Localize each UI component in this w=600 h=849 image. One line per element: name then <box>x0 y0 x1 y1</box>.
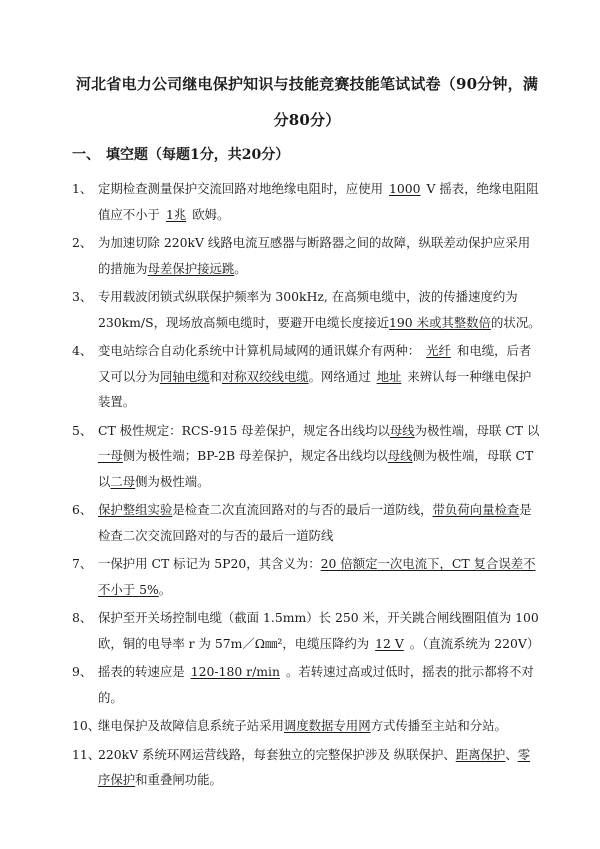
question-6 <box>72 497 542 548</box>
question-5 <box>72 418 542 495</box>
question-text: 。 <box>158 581 172 597</box>
question-text: 方式传播至主站和分站。 <box>370 718 507 733</box>
question-text: 专用载波闭锁式纵联保护频率为 300kHz, 在高频电缆中，波的传播速度约为 230km/S，现场放高频电缆时，要避开电缆长度接近 <box>98 289 518 330</box>
question-number: 9、 <box>72 664 93 679</box>
question-text: 。（直流系统为 220V） <box>409 635 540 651</box>
answer-blank: 距离保护 <box>455 746 506 762</box>
answer-blank: 二母 <box>110 473 136 489</box>
answer-blank: 母差保护接远跳 <box>147 260 235 276</box>
question-9 <box>72 659 542 710</box>
question-text: 。网络通过 <box>308 368 371 384</box>
answer-blank: 光纤 <box>426 343 451 358</box>
question-11 <box>72 742 542 793</box>
question-number: 1、 <box>72 181 93 196</box>
answer-blank: 同轴电缆 <box>159 368 210 384</box>
exam-title: 河北省电力公司继电保护知识与技能竞赛技能笔试试卷（90分钟，满分80分） <box>75 75 539 129</box>
question-number: 3、 <box>72 289 93 304</box>
question-text: CT 极性规定：RCS-915 母差保护，规定各出线均以 <box>98 422 390 438</box>
question-2 <box>72 230 542 281</box>
question-text: 和电缆，后者又可以分为 <box>98 343 532 384</box>
question-text: 侧为极性端。 <box>135 473 210 489</box>
answer-blank: 1000 <box>388 181 421 196</box>
answer-blank: 保护整组实验 <box>98 502 173 517</box>
question-text: 。若转速过高或过低时，摇表的批示都将不对的。 <box>98 664 534 705</box>
question-number: 10、 <box>72 718 101 733</box>
question-text: 220kV 系统环网运营线路，每套独立的完整保护涉及 纵联保护、 <box>98 746 456 762</box>
question-text: 、 <box>505 746 518 762</box>
question-10 <box>72 713 542 739</box>
question-4 <box>72 338 542 415</box>
question-number: 4、 <box>72 343 93 358</box>
question-number: 7、 <box>72 556 93 571</box>
section-number: 一、 <box>72 147 100 163</box>
question-text: 为极性端，母联 CT 以 <box>414 422 540 438</box>
question-text: 来辨认每一种继电保护装置。 <box>98 368 532 409</box>
question-text: 是检查二次交流回路对的与否的最后一道防线 <box>98 502 532 543</box>
question-1 <box>72 176 542 227</box>
question-8 <box>72 605 542 656</box>
question-number: 5、 <box>72 422 93 438</box>
answer-blank: 对称双绞线电缆 <box>221 368 309 384</box>
answer-blank: 1兆 <box>165 206 187 222</box>
question-text: 为加速切除 220kV 线路电流互感器与断路器之间的故障，纵联差动保护应采用的措施为 <box>98 235 531 276</box>
question-text: 定期检查测量保护交流回路对地绝缘电阻时，应使用 <box>98 181 383 196</box>
question-text: 摇表的转速应是 <box>98 664 185 679</box>
question-text: 变电站综合自动化系统中计算机局域网的通讯媒介有两种： <box>98 343 421 358</box>
answer-blank: 20 倍额定一次电流下，CT 复合误差不不小于 5% <box>98 556 536 597</box>
question-number: 8、 <box>72 610 93 625</box>
question-text: 侧为极性端，母联 CT 以 <box>98 448 534 489</box>
question-number: 2、 <box>72 235 93 250</box>
answer-blank: 母线 <box>389 422 415 438</box>
answer-blank: 带负荷向量检查 <box>432 502 520 517</box>
question-text: 是检查二次直流回路对的与否的最后一道防线， <box>172 502 433 517</box>
question-text: 保护至开关场控制电缆（截面 1.5mm）长 250 米，开关跳合闸线圈阻值为 100 欧，铜的电导率 r 为 57m／Ω㎜²，电缆压降约为 <box>98 610 539 651</box>
question-text: 的状况。 <box>490 314 541 330</box>
question-text: V 摇表，绝缘电阻阻值应不小于 <box>98 181 539 222</box>
answer-blank: 调度数据专用网 <box>283 718 371 733</box>
answer-blank: 12 V <box>375 635 404 651</box>
answer-blank: 母线 <box>387 448 413 463</box>
question-text: 和重叠闸功能。 <box>135 772 222 787</box>
question-number: 6、 <box>72 502 93 517</box>
question-text: 。 <box>234 260 247 276</box>
question-text: 欧姆。 <box>192 206 230 222</box>
answer-blank: 一母 <box>98 448 123 463</box>
question-text: 侧为极性端；BP-2B 母差保护，规定各出线均以 <box>122 448 388 463</box>
question-number: 11、 <box>72 746 101 762</box>
question-7 <box>72 551 542 602</box>
answer-blank: 零序保护 <box>98 746 531 787</box>
section-heading <box>72 144 542 166</box>
question-text: 继电保护及故障信息系统子站采用 <box>98 718 284 733</box>
section-label: 填空题（每题1分，共20分） <box>106 147 290 163</box>
answer-blank: 120-180 r/min <box>190 664 280 679</box>
answer-blank: 190 米或其整数倍 <box>389 314 491 330</box>
question-text: 和 <box>209 368 222 384</box>
question-text: 一保护用 CT 标记为 5P20，其含义为： <box>98 556 321 571</box>
question-3 <box>72 284 542 335</box>
answer-blank: 地址 <box>376 368 402 384</box>
